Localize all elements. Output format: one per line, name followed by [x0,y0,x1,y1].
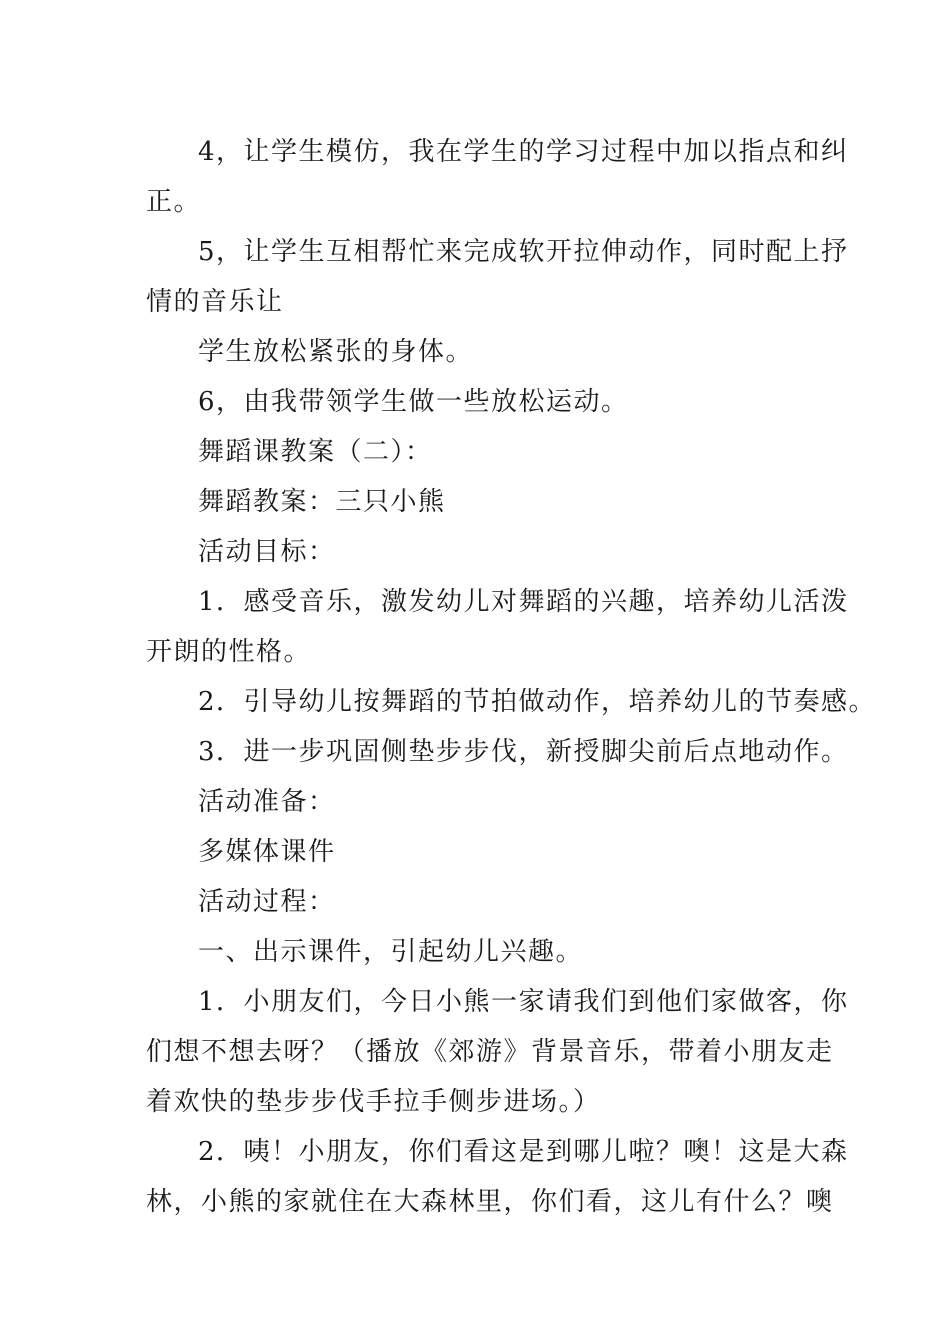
paragraph-line: 4，让学生模仿，我在学生的学习过程中加以指点和纠 [198,137,849,167]
paragraph-line: 2．咦！小朋友，你们看这是到哪儿啦？噢！这是大森 [198,1137,849,1167]
paragraph-line: 开朗的性格。 [146,637,312,667]
paragraph-line: 1．感受音乐，激发幼儿对舞蹈的兴趣，培养幼儿活泼 [198,587,849,617]
paragraph-line: 一、出示课件，引起幼儿兴趣。 [198,937,584,967]
paragraph-line: 学生放松紧张的身体。 [198,337,474,367]
paragraph-line: 林，小熊的家就住在大森林里，你们看，这儿有什么？噢 [146,1187,834,1217]
section-heading: 活动目标： [198,537,336,567]
lesson-title: 舞蹈教案：三只小熊 [198,487,446,517]
paragraph-line: 6，由我带领学生做一些放松运动。 [198,387,629,417]
paragraph-line: 1．小朋友们，今日小熊一家请我们到他们家做客，你 [198,987,849,1017]
section-heading: 活动过程： [198,887,336,917]
paragraph-line: 正。 [146,187,202,217]
paragraph-line: 着欢快的垫步步伐手拉手侧步进场。） [146,1087,601,1117]
paragraph-line: 2．引导幼儿按舞蹈的节拍做动作，培养幼儿的节奏感。 [198,687,877,717]
paragraph-line: 5，让学生互相帮忙来完成软开拉伸动作，同时配上抒 [198,237,849,267]
paragraph-line: 多媒体课件 [198,837,336,867]
paragraph-line: 3．进一步巩固侧垫步步伐，新授脚尖前后点地动作。 [198,737,849,767]
paragraph-line: 们想不想去呀？（播放《郊游》背景音乐，带着小朋友走 [146,1037,834,1067]
section-heading: 活动准备： [198,787,336,817]
paragraph-line: 情的音乐让 [146,287,284,317]
section-heading: 舞蹈课教案（二）： [198,437,433,467]
